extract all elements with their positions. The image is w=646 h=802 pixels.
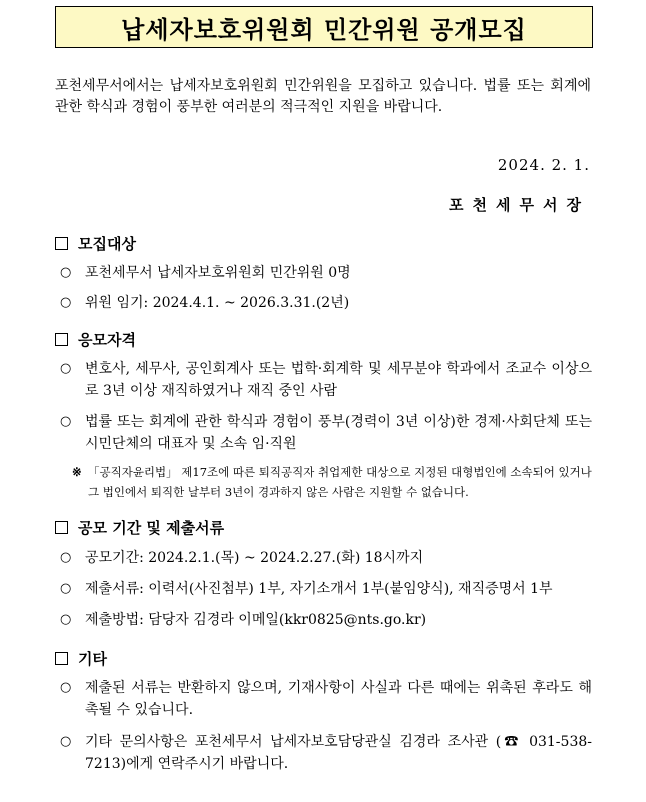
notice-date: 2024. 2. 1.: [497, 156, 590, 174]
note-icon: ※: [72, 465, 82, 479]
list-item: [60, 609, 592, 631]
checkbox-icon: [55, 333, 68, 346]
list-item: [60, 677, 592, 721]
list-item-text: 법률 또는 회계에 관한 학식과 경험이 풍부(경력이 3년 이상)한 경제·사회단체 또는 시민단체의 대표자 및 소속 임·직원: [85, 414, 592, 452]
bullet-icon: ○: [60, 295, 72, 310]
note: [72, 462, 592, 502]
list-item-text: 변호사, 세무사, 공인회계사 또는 법학·회계학 및 세무분야 학과에서 조교수 이상으로 3년 이상 재직하였거나 재직 중인 사람: [85, 361, 592, 399]
section-heading-label: 응모자격: [78, 331, 136, 349]
list-item-text: 위원 임기: 2024.4.1. ~ 2026.3.31.(2년): [85, 295, 350, 311]
section-heading-recruit-target: [55, 233, 136, 254]
list-item-text: 제출방법: 담당자 김경라 이메일(kkr0825@nts.go.kr): [85, 612, 427, 628]
section-heading-period-documents: [55, 517, 224, 538]
bullet-icon: ○: [60, 581, 72, 596]
bullet-icon: ○: [60, 680, 72, 695]
section-heading-label: 모집대상: [78, 235, 136, 253]
section-heading-qualification: [55, 329, 136, 350]
bullet-icon: ○: [60, 550, 72, 565]
checkbox-icon: [55, 652, 68, 665]
section-heading-label: 기타: [78, 650, 107, 668]
title-banner: [55, 6, 593, 48]
section-heading-etc: [55, 648, 107, 669]
checkbox-icon: [55, 237, 68, 250]
list-item-text: 제출서류: 이력서(사진첨부) 1부, 자기소개서 1부(붙임양식), 재직증명서 1부: [85, 581, 553, 597]
bullet-icon: ○: [60, 414, 72, 429]
list-item: [60, 358, 592, 402]
list-item: [60, 262, 592, 284]
list-item: [60, 731, 592, 775]
list-item-text: 기타 문의사항은 포천세무서 납세자보호담당관실 김경라 조사관 (☎ 031-538-7213)에게 연락주시기 바랍니다.: [85, 734, 592, 772]
intro-paragraph: 포천세무서에서는 납세자보호위원회 민간위원을 모집하고 있습니다. 법률 또는 회계에 관한 학식과 경험이 풍부한 여러분의 적극적인 지원을 바랍니다.: [55, 78, 591, 115]
signer: 포천세무서장: [449, 196, 590, 214]
list-item: [60, 292, 592, 314]
list-item: [60, 578, 592, 600]
section-heading-label: 공모 기간 및 제출서류: [78, 519, 225, 537]
list-item: [60, 547, 592, 569]
list-item-text: 포천세무서 납세자보호위원회 민간위원 0명: [85, 265, 351, 281]
note-text: 「공직자윤리법」 제17조에 따른 퇴직공직자 취업제한 대상으로 지정된 대형법인에 소속되어 있거나 그 법인에서 퇴직한 날부터 3년이 경과하지 않은 사람은 지원할 수 없습니다.: [88, 465, 592, 499]
bullet-icon: ○: [60, 361, 72, 376]
checkbox-icon: [55, 521, 68, 534]
list-item-text: 제출된 서류는 반환하지 않으며, 기재사항이 사실과 다른 때에는 위촉된 후라도 해촉될 수 있습니다.: [85, 680, 592, 718]
bullet-icon: ○: [60, 734, 72, 749]
list-item-text: 공모기간: 2024.2.1.(목) ~ 2024.2.27.(화) 18시까지: [85, 550, 424, 566]
bullet-icon: ○: [60, 265, 72, 280]
bullet-icon: ○: [60, 612, 72, 627]
page-title: 납세자보호위원회 민간위원 공개모집: [121, 15, 527, 44]
list-item: [60, 411, 592, 455]
